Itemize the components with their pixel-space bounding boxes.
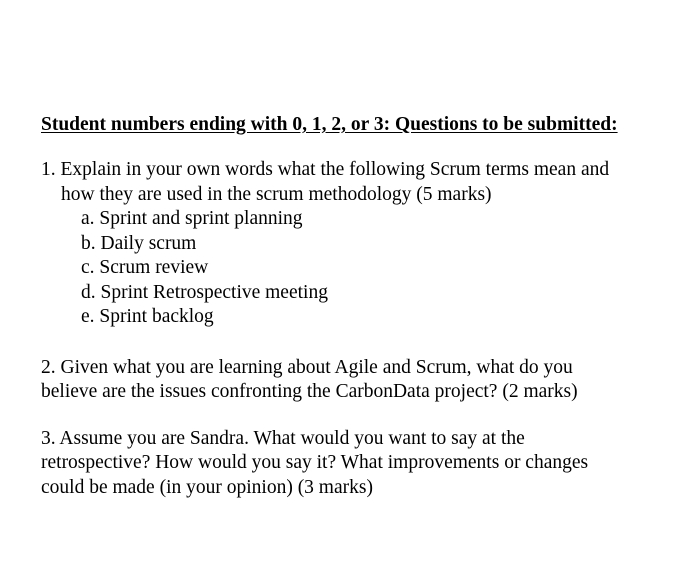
question-3-line-1: 3. Assume you are Sandra. What would you want to say at the: [41, 427, 525, 449]
question-1: [41, 158, 681, 330]
question-1-line-2: how they are used in the scrum methodology (5 marks): [61, 183, 492, 205]
question-3: [41, 427, 681, 501]
section-heading: Student numbers ending with 0, 1, 2, or 3: Questions to be submitted:: [41, 114, 618, 135]
question-1-line-1: 1. Explain in your own words what the following Scrum terms mean and: [41, 159, 610, 180]
sub-item-sprint-backlog: e. Sprint backlog: [81, 306, 214, 327]
question-3-line-3: could be made (in your opinion) (3 marks): [41, 476, 373, 498]
sub-item-retrospective: d. Sprint Retrospective meeting: [81, 281, 328, 303]
question-2-line-2: believe are the issues confronting the CarbonData project? (2 marks): [41, 381, 578, 402]
sub-item-sprint-planning: a. Sprint and sprint planning: [81, 208, 303, 229]
question-2-line-1: 2. Given what you are learning about Agile and Scrum, what do you: [41, 356, 573, 378]
question-2: [41, 356, 681, 405]
question-3-line-2: retrospective? How would you say it? What improvements or changes: [41, 452, 589, 473]
sub-item-daily-scrum: b. Daily scrum: [81, 232, 197, 254]
sub-item-scrum-review: c. Scrum review: [81, 257, 209, 278]
document-body: [41, 112, 681, 500]
question-1-sub-list: [41, 207, 681, 330]
